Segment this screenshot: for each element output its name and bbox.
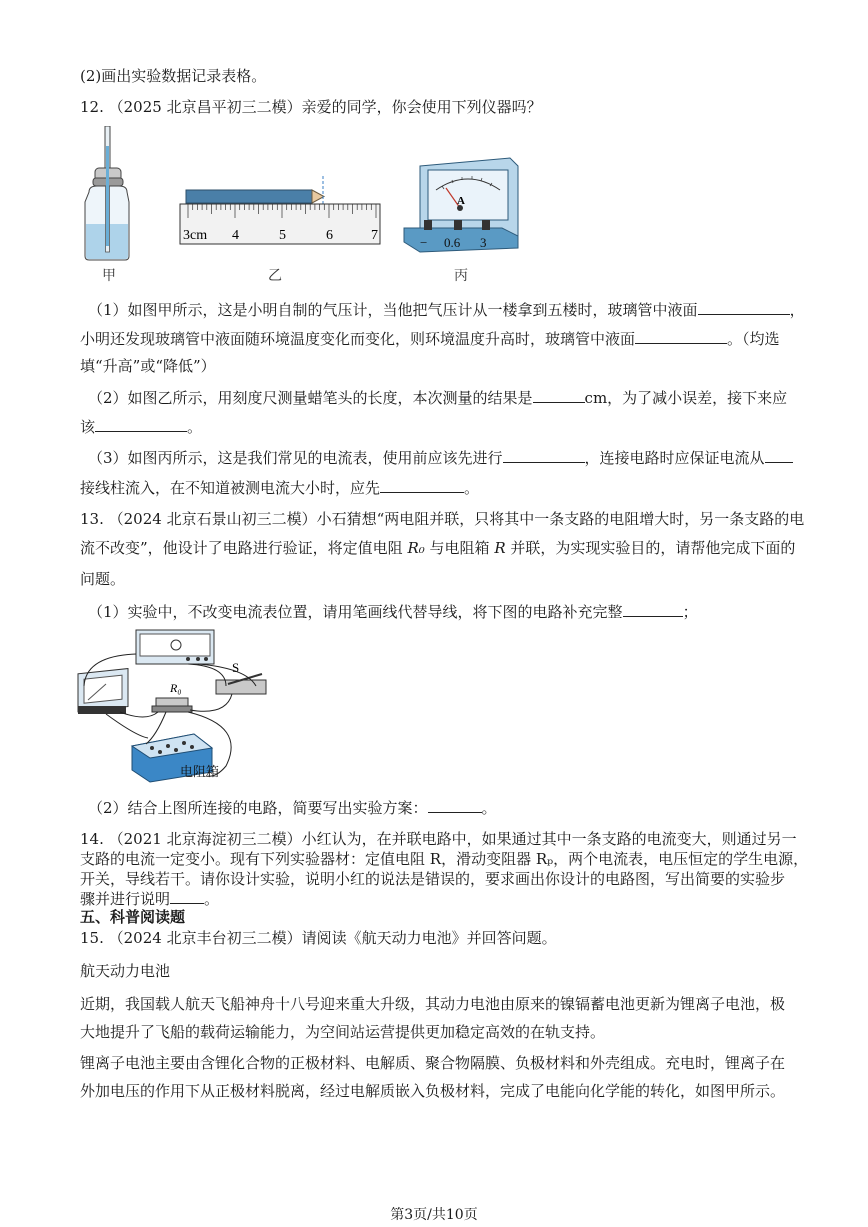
q14-line2: 支路的电流一定变小。现有下列实验器材：定值电阻 R，滑动变阻器 Rₚ，两个电流表，电压恒定的学生电源，	[80, 850, 809, 868]
q12-part2-line2: 该 。	[80, 418, 203, 436]
q14-line4: 骤并进行说明 。	[80, 890, 220, 908]
switch-label: S	[232, 660, 240, 675]
answer-blank[interactable]	[533, 388, 585, 403]
figure-label-jia: 甲	[102, 268, 116, 284]
q13-line1: 13. （2024 北京石景山初三二模）小石猜想“两电阻并联，只将其中一条支路的电阻增大时，另一条支路的电	[80, 510, 805, 528]
resistor-label: R₀	[170, 681, 182, 695]
answer-blank[interactable]	[380, 478, 464, 493]
ammeter-face-letter: A	[457, 195, 465, 207]
ruler-tick-7: 7	[371, 228, 378, 243]
q15-heading: 15. （2024 北京丰台初三二模）请阅读《航天动力电池》并回答问题。	[80, 929, 557, 947]
ammeter-figure	[402, 156, 522, 256]
answer-blank[interactable]	[95, 417, 187, 432]
q14-line1: 14. （2021 北京海淀初三二模）小红认为，在并联电路中，如果通过其中一条支路的电流变大，则通过另一	[80, 830, 797, 848]
answer-blank[interactable]	[428, 798, 482, 813]
ruler-tick-5: 5	[279, 228, 286, 243]
q13-line2: 流不改变”，他设计了电路进行验证，将定值电阻 R₀ 与电阻箱 R 并联，为实现实验目的，请帮他完成下面的	[80, 539, 796, 557]
ammeter-terminal-neg: −	[420, 235, 428, 250]
circuit-figure	[76, 626, 281, 786]
article-para2-line2: 外加电压的作用下从正极材料脱离，经过电解质嵌入负极材料，完成了电能向化学能的转化，如图甲所示。	[80, 1082, 786, 1100]
q13-line3: 问题。	[80, 570, 126, 588]
figure-label-yi: 乙	[268, 268, 282, 284]
answer-blank[interactable]	[623, 602, 683, 617]
article-title: 航天动力电池	[80, 962, 171, 980]
article-para2-line1: 锂离子电池主要由含锂化合物的正极材料、电解质、聚合物隔膜、负极材料和外壳组成。充电时，锂离子在	[80, 1054, 786, 1072]
answer-blank[interactable]	[698, 300, 790, 315]
q12-part3-line2: 接线柱流入，在不知道被测电流大小时，应先 。	[80, 479, 480, 497]
q13-part2: （2）结合上图所连接的电路，简要写出实验方案： 。	[88, 799, 497, 817]
ruler-unit-label: 3cm	[183, 228, 208, 243]
answer-blank[interactable]	[503, 448, 585, 463]
ammeter-terminal-06: 0.6	[444, 235, 461, 250]
q12-part1-line2: 小明还发现玻璃管中液面随环境温度变化而变化，则环境温度升高时，玻璃管中液面 。（均选	[80, 330, 780, 348]
ruler-tick-4: 4	[232, 228, 239, 243]
ruler-tick-6: 6	[326, 228, 333, 243]
q12-heading: 12. （2025 北京昌平初三二模）亲爱的同学，你会使用下列仪器吗？	[80, 98, 542, 116]
barometer-bottle-figure	[75, 126, 145, 266]
article-para1-line2: 大地提升了飞船的载荷运输能力，为空间站运营提供更加稳定高效的在轨支持。	[80, 1023, 606, 1041]
q14-line3: 开关，导线若干。请你设计实验，说明小红的说法是错误的，要求画出你设计的电路图，写出简要的实验步	[80, 870, 786, 888]
q12-part1-line1: （1）如图甲所示，这是小明自制的气压计，当他把气压计从一楼拿到五楼时，玻璃管中液面 ，	[88, 301, 805, 319]
answer-blank[interactable]	[765, 448, 793, 463]
q11-part2: (2)画出实验数据记录表格。	[80, 67, 267, 85]
q13-part1: （1）实验中，不改变电流表位置，请用笔画线代替导线，将下图的电路补充完整 ；	[88, 603, 698, 621]
answer-blank[interactable]	[635, 329, 727, 344]
page-footer: 第3页/共10页	[390, 1207, 478, 1223]
q12-part3-line1: （3）如图丙所示，这是我们常见的电流表，使用前应该先进行 ，连接电路时应保证电流从	[88, 448, 793, 468]
article-para1-line1: 近期，我国载人航天飞船神舟十八号迎来重大升级，其动力电池由原来的镍镉蓄电池更新为锂离子电池，极	[80, 995, 786, 1013]
figure-label-bing: 丙	[454, 268, 468, 284]
resistance-box-label: 电阻箱	[180, 765, 220, 780]
ruler-crayon-figure	[176, 172, 386, 247]
ammeter-terminal-3: 3	[480, 235, 487, 250]
section-heading: 五、科普阅读题	[80, 908, 186, 926]
answer-blank[interactable]	[170, 889, 204, 904]
q12-part1-line3: 填“升高”或“降低”）	[80, 357, 216, 375]
q12-part2-line1: （2）如图乙所示，用刻度尺测量蜡笔头的长度，本次测量的结果是 cm，为了减小误差，接下来应	[88, 389, 788, 407]
